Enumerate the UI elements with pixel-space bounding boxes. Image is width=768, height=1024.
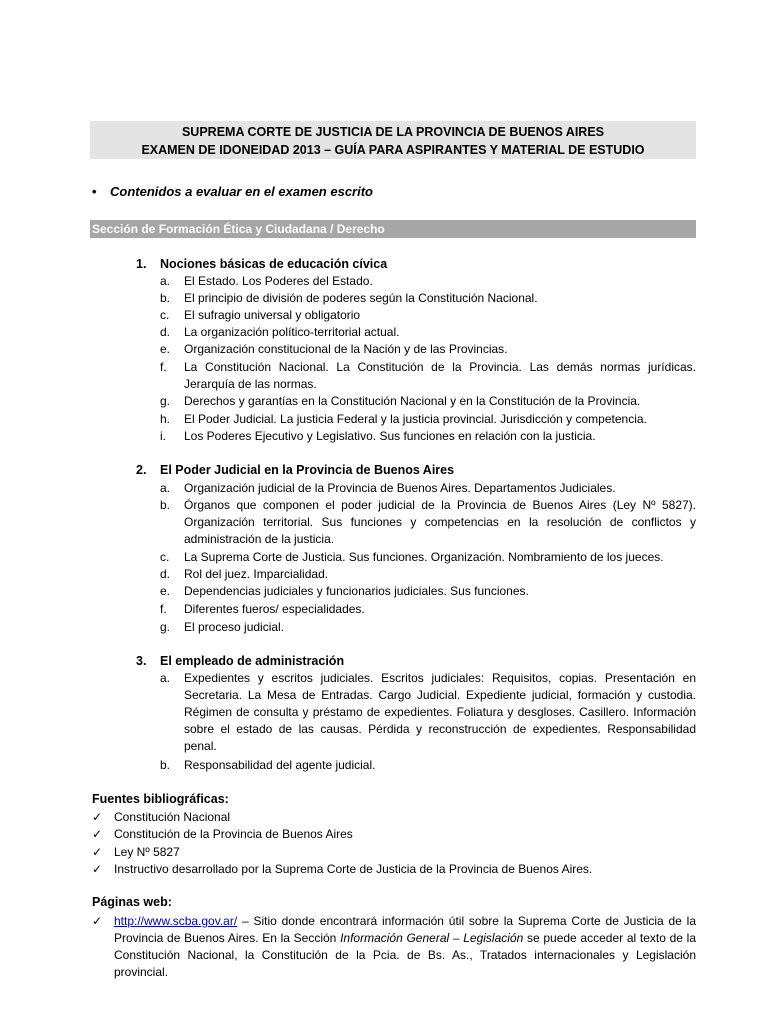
checkmark-icon: ✓: [92, 862, 103, 876]
item-text: El Estado. Los Poderes del Estado.: [184, 274, 373, 288]
item-text: La Suprema Corte de Justicia. Sus funciones. Organización. Nombramiento de los jueces.: [184, 550, 664, 564]
item-letter: c.: [160, 308, 170, 322]
list-item: [160, 411, 696, 428]
item-text: Constitución de la Provincia de Buenos Aires: [114, 827, 353, 841]
list-item: [160, 497, 696, 548]
section-title-bar: Sección de Formación Ética y Ciudadana / Derecho: [90, 220, 696, 238]
section-number: 2.: [136, 463, 147, 477]
list-item: [92, 861, 696, 878]
item-letter: e.: [160, 584, 171, 598]
checkmark-icon: ✓: [92, 845, 103, 859]
web-text-emphasis: Información General – Legislación: [340, 931, 524, 945]
list-item: [160, 619, 696, 636]
header-line-1: SUPREMA CORTE DE JUSTICIA DE LA PROVINCIA DE BUENOS AIRES: [181, 125, 605, 139]
item-letter: g.: [160, 620, 171, 634]
section-title-text: El Poder Judicial en la Provincia de Buenos Aires: [160, 463, 455, 477]
item-text: Responsabilidad del agente judicial.: [184, 758, 376, 772]
list-item: [160, 290, 696, 307]
list-item: [92, 844, 696, 861]
document-header: [90, 121, 696, 159]
item-text: Organización constitucional de la Nación y de las Provincias.: [184, 342, 508, 356]
contents-heading: [92, 184, 373, 199]
item-text: El proceso judicial.: [184, 620, 285, 634]
section-1-title: [136, 256, 387, 273]
item-letter: f.: [160, 360, 167, 374]
item-text: Derechos y garantías en la Constitución Nacional y en la Constitución de la Provincia.: [184, 394, 641, 408]
list-item: [92, 809, 696, 826]
item-letter: e.: [160, 342, 171, 356]
item-text: Instructivo desarrollado por la Suprema Corte de Justicia de la Provincia de Buenos Aires.: [114, 862, 593, 876]
item-text: Organización judicial de la Provincia de Buenos Aires. Departamentos Judiciales.: [184, 481, 616, 495]
item-text: Los Poderes Ejecutivo y Legislativo. Sus funciones en relación con la justicia.: [184, 429, 596, 443]
item-letter: d.: [160, 325, 171, 339]
section-title-text: El empleado de administración: [160, 654, 345, 668]
list-item: [160, 273, 696, 290]
item-letter: b.: [160, 758, 171, 772]
list-item: [160, 670, 696, 755]
web-text-part: – Sitio donde encontrará información útil sobre la Suprema Corte de Justicia de la Provincia de Buenos Aires. En la Sección: [114, 914, 696, 945]
list-item: [160, 393, 696, 410]
scba-link[interactable]: http://www.scba.gov.ar/: [114, 914, 238, 928]
item-letter: f.: [160, 602, 167, 616]
item-text: Rol del juez. Imparcialidad.: [184, 567, 329, 581]
section-number: 1.: [136, 257, 147, 271]
list-item: [160, 566, 696, 583]
section-number: 3.: [136, 654, 147, 668]
item-text: El principio de división de poderes según la Constitución Nacional.: [184, 291, 538, 305]
web-item: [92, 913, 696, 981]
item-letter: a.: [160, 481, 171, 495]
item-letter: b.: [160, 291, 171, 305]
web-pages-title: Páginas web:: [92, 895, 172, 909]
sources-title: Fuentes bibliográficas:: [92, 792, 229, 806]
list-item: [160, 341, 696, 358]
contents-heading-text: Contenidos a evaluar en el examen escrito: [110, 184, 373, 199]
item-text: El Poder Judicial. La justicia Federal y la justicia provincial. Jurisdicción y competencia.: [184, 412, 647, 426]
checkmark-icon: ✓: [92, 810, 103, 824]
checkmark-icon: ✓: [92, 914, 103, 928]
list-item: [160, 601, 696, 618]
item-text: La Constitución Nacional. La Constitución de la Provincia. Las demás normas jurídicas. Jerarquía de las normas.: [184, 360, 696, 391]
header-line-2: EXAMEN DE IDONEIDAD 2013 – GUÍA PARA ASPIRANTES Y MATERIAL DE ESTUDIO: [141, 143, 645, 157]
item-text: Diferentes fueros/ especialidades.: [184, 602, 365, 616]
list-item: [160, 324, 696, 341]
checkmark-icon: ✓: [92, 827, 103, 841]
item-letter: h.: [160, 412, 171, 426]
list-item: [92, 826, 696, 843]
web-item-text: [114, 913, 696, 981]
item-text: Dependencias judiciales y funcionarios judiciales. Sus funciones.: [184, 584, 529, 598]
item-text: El sufragio universal y obligatorio: [184, 308, 361, 322]
list-item: [160, 428, 696, 445]
item-letter: g.: [160, 394, 171, 408]
item-text: Órganos que componen el poder judicial de la Provincia de Buenos Aires (Ley Nº 5827). Organización territorial. Sus funciones y competencias en la resolución de conflictos y administración de la justicia.: [184, 498, 696, 546]
list-item: [160, 359, 696, 393]
list-item: [160, 549, 696, 566]
item-letter: c.: [160, 550, 170, 564]
list-item: [160, 480, 696, 497]
list-item: [160, 583, 696, 600]
item-letter: a.: [160, 274, 171, 288]
item-text: Ley Nº 5827: [114, 845, 180, 859]
list-item: [160, 757, 696, 774]
item-text: La organización político-territorial actual.: [184, 325, 400, 339]
item-letter: i.: [160, 429, 166, 443]
item-letter: d.: [160, 567, 171, 581]
item-text: Constitución Nacional: [114, 810, 231, 824]
item-letter: b.: [160, 498, 171, 512]
item-text: Expedientes y escritos judiciales. Escritos judiciales: Requisitos, copias. Presentación en Secretaria. La Mesa de Entradas. Cargo Judicial. Expediente judicial, formación y custodia. Régimen de consulta y préstamo de expedientes. Foliatura y desgloses. Casillero. Información sobre el estado de las causas. Pérdida y reconstrucción de expedientes. Responsabilidad penal.: [184, 671, 696, 753]
section-2-title: [136, 462, 454, 479]
item-letter: a.: [160, 671, 171, 685]
section-title-text: Nociones básicas de educación cívica: [160, 257, 388, 271]
list-item: [160, 307, 696, 324]
section-3-title: [136, 653, 344, 670]
web-text-part: se puede acceder al texto de la Constitución Nacional, la Constitución de la Pcia. de Bs. As., Tratados internacionales y Legislación provincial.: [114, 931, 696, 979]
bullet-icon: •: [92, 184, 97, 199]
